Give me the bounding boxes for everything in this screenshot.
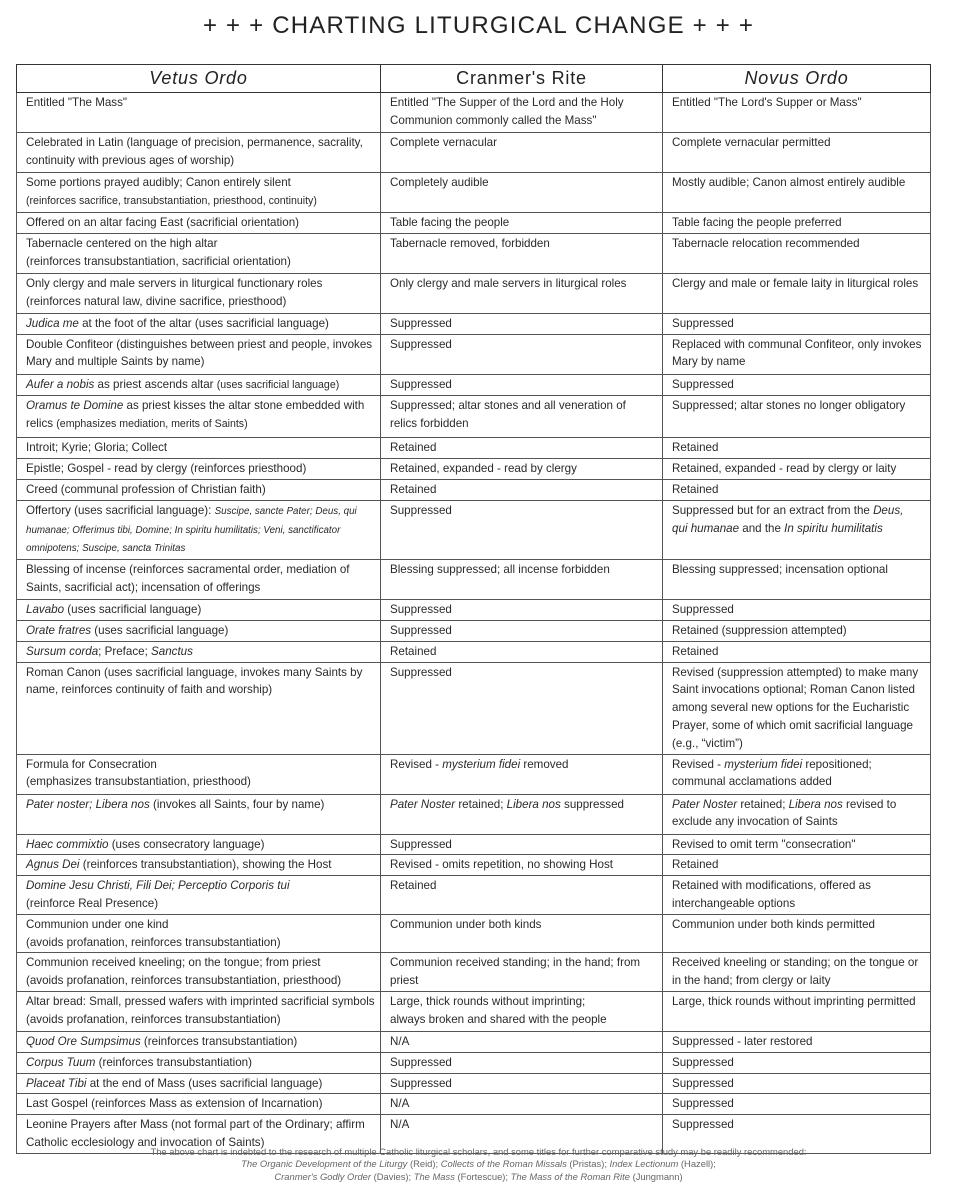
text-segment: Retained, expanded - read by clergy or laity	[672, 462, 897, 476]
comparison-table	[16, 64, 931, 1154]
cranmers-rite-cell	[381, 173, 663, 213]
text-segment: Suppressed	[390, 503, 452, 517]
column-header-cranmers-rite: Cranmer's Rite	[381, 65, 663, 93]
novus-ordo-cell	[663, 855, 931, 876]
column-header-vetus-ordo: Vetus Ordo	[17, 65, 381, 93]
italic-title-text: mysterium fidei	[724, 757, 803, 771]
novus-ordo-cell	[663, 374, 931, 396]
italic-title-text: Corpus Tuum	[26, 1055, 96, 1069]
table-row	[17, 1052, 931, 1073]
table-row	[17, 991, 931, 1031]
italic-title-text: Pater Noster	[672, 797, 738, 811]
text-segment: Blessing suppressed; incensation optional	[672, 563, 888, 577]
text-segment: retained;	[455, 797, 507, 811]
text-segment: and the	[739, 521, 785, 535]
table-row	[17, 855, 931, 876]
novus-ordo-cell	[663, 313, 931, 334]
text-segment: (uses consecratory language)	[108, 837, 265, 851]
vetus-ordo-cell	[17, 991, 381, 1031]
novus-ordo-cell	[663, 173, 931, 213]
text-segment: (Davies);	[371, 1170, 414, 1182]
italic-title-text: Libera nos	[788, 797, 843, 811]
italic-title-text: The Mass	[413, 1170, 455, 1182]
text-segment: Only clergy and male servers in liturgical roles	[390, 276, 627, 290]
cranmers-rite-cell	[381, 620, 663, 641]
novus-ordo-cell	[663, 600, 931, 621]
text-segment: Suppressed	[672, 1076, 734, 1090]
table-row	[17, 600, 931, 621]
text-segment: (invokes all Saints, four by name)	[149, 797, 325, 811]
footnote-references-line-2	[0, 1171, 957, 1183]
text-segment: Creed (communal profession of Christian faith)	[26, 482, 266, 496]
novus-ordo-cell	[663, 953, 931, 992]
italic-title-text: Placeat Tibi	[26, 1076, 87, 1090]
page-title: + + + CHARTING LITURGICAL CHANGE + + +	[202, 12, 755, 39]
cranmers-rite-cell	[381, 374, 663, 396]
vetus-ordo-cell	[17, 500, 381, 559]
text-segment: Roman Canon (uses sacrificial language, invokes many Saints by name, reinforces continuity of faith and worship)	[26, 665, 363, 697]
table-row	[17, 754, 931, 794]
cranmers-rite-cell	[381, 1052, 663, 1073]
text-segment: Retained	[672, 858, 719, 872]
vetus-ordo-cell	[17, 855, 381, 876]
text-segment: (uses sacrificial language)	[91, 623, 229, 637]
vetus-ordo-cell	[17, 662, 381, 754]
table-row	[17, 1031, 931, 1052]
text-segment: Retained	[672, 644, 719, 658]
text-segment: Table facing the people	[390, 216, 510, 229]
text-segment: repositioned; communal acclamations added	[672, 757, 872, 789]
text-segment: ; Preface;	[98, 644, 152, 658]
cranmers-rite-cell	[381, 479, 663, 500]
table-row	[17, 273, 931, 313]
cranmers-rite-cell	[381, 560, 663, 600]
text-segment: (Hazell);	[678, 1158, 716, 1170]
vetus-ordo-cell	[17, 834, 381, 855]
text-segment: Retained with modifications, offered as interchangeable options	[672, 879, 871, 910]
vetus-ordo-cell	[17, 1073, 381, 1094]
italic-title-text: Domine Jesu Christi, Fili Dei; Perceptio Corporis tui	[26, 879, 290, 893]
text-segment: Complete vernacular	[390, 136, 497, 149]
text-segment: Clergy and male or female laity in liturgical roles	[672, 276, 919, 290]
table-row	[17, 459, 931, 480]
cranmers-rite-cell	[381, 953, 663, 992]
table-row	[17, 914, 931, 953]
cranmers-rite-cell	[381, 213, 663, 234]
text-segment: Suppressed; altar stones no longer obligatory	[672, 399, 906, 413]
text-segment: Introit; Kyrie; Gloria; Collect	[26, 441, 168, 455]
italic-title-text: Libera nos	[506, 797, 561, 811]
text-segment: (Pristas);	[566, 1158, 610, 1170]
cranmers-rite-cell	[381, 313, 663, 334]
text-segment: Revised (suppression attempted) to make many Saint invocations optional; Roman Canon listed among several new options for the Eucharistic Prayer, some of which omit sacrificial language (e.g., “victim”)	[672, 665, 919, 750]
novus-ordo-cell	[663, 334, 931, 374]
novus-ordo-cell	[663, 500, 931, 559]
vetus-ordo-cell	[17, 459, 381, 480]
text-segment: Retained (suppression attempted)	[672, 623, 847, 637]
italic-title-text: Oramus te Domine	[26, 399, 124, 413]
text-segment: (reinforces transubstantiation)	[140, 1034, 298, 1048]
text-segment: Revised to omit term "consecration"	[672, 837, 856, 851]
novus-ordo-cell	[663, 133, 931, 173]
novus-ordo-cell	[663, 1094, 931, 1115]
text-segment: Revised - omits repetition, no showing Host	[390, 858, 613, 872]
text-segment: (Fortescue);	[454, 1170, 511, 1182]
italic-title-text: Judica me	[26, 316, 79, 330]
text-segment: (uses sacrificial language)	[64, 603, 202, 617]
vetus-ordo-cell	[17, 334, 381, 374]
table-row	[17, 876, 931, 915]
text-segment: Celebrated in Latin (language of precision, permanence, sacrality, continuity with previous ages of worship)	[26, 136, 363, 167]
vetus-ordo-cell	[17, 273, 381, 313]
cranmers-rite-cell	[381, 459, 663, 480]
text-segment: Retained	[672, 441, 719, 455]
novus-ordo-cell	[663, 754, 931, 794]
vetus-ordo-cell	[17, 754, 381, 794]
text-segment: Double Confiteor (distinguishes between priest and people, invokes Mary and multiple Saints by name)	[26, 337, 373, 369]
text-segment: (reinforces sacrifice, transubstantiation, priesthood, continuity)	[26, 194, 317, 207]
italic-title-text: Agnus Dei	[26, 858, 80, 872]
table-row	[17, 374, 931, 396]
table-row	[17, 396, 931, 438]
vetus-ordo-cell	[17, 313, 381, 334]
novus-ordo-cell	[663, 213, 931, 234]
text-segment: Suppressed	[672, 316, 734, 330]
text-segment: Suppressed	[390, 623, 452, 637]
cranmers-rite-cell	[381, 641, 663, 662]
text-segment: Suppressed	[390, 1076, 452, 1090]
cranmers-rite-cell	[381, 855, 663, 876]
text-segment: Offertory (uses sacrificial language):	[26, 503, 215, 517]
vetus-ordo-cell	[17, 560, 381, 600]
text-segment: Entitled "The Lord's Supper or Mass"	[672, 96, 862, 109]
text-segment: Large, thick rounds without imprinting; always broken and shared with the people	[390, 994, 607, 1026]
novus-ordo-cell	[663, 459, 931, 480]
table-row	[17, 438, 931, 459]
vetus-ordo-cell	[17, 794, 381, 834]
cranmers-rite-cell	[381, 914, 663, 953]
text-segment: as priest ascends altar	[94, 377, 217, 391]
table-row	[17, 560, 931, 600]
text-segment: Communion under both kinds permitted	[672, 917, 875, 931]
vetus-ordo-cell	[17, 213, 381, 234]
header-row	[17, 65, 931, 93]
column-header-novus-ordo: Novus Ordo	[663, 65, 931, 93]
vetus-ordo-cell	[17, 600, 381, 621]
italic-title-text: Collects of the Roman Missals	[440, 1158, 567, 1170]
text-segment: Suppressed	[390, 316, 452, 330]
text-segment: Suppressed	[672, 377, 734, 391]
novus-ordo-cell	[663, 438, 931, 459]
vetus-ordo-cell	[17, 620, 381, 641]
text-segment: Large, thick rounds without imprinting permitted	[672, 994, 916, 1008]
text-segment: Blessing suppressed; all incense forbidden	[390, 563, 610, 577]
text-segment: removed	[520, 757, 569, 771]
cranmers-rite-cell	[381, 794, 663, 834]
vetus-ordo-cell	[17, 173, 381, 213]
table-row	[17, 620, 931, 641]
vetus-ordo-cell	[17, 233, 381, 273]
novus-ordo-cell	[663, 641, 931, 662]
vetus-ordo-cell	[17, 133, 381, 173]
text-segment: Blessing of incense (reinforces sacramental order, mediation of Saints, sacrificial act); incensation of offerings	[26, 563, 350, 594]
text-segment: Suppressed - later restored	[672, 1034, 813, 1048]
text-segment: Suppressed	[390, 837, 452, 851]
text-segment: Altar bread: Small, pressed wafers with imprinted sacrificial symbols (avoids profanation, reinforces transubstantiation)	[26, 994, 375, 1026]
text-segment: Last Gospel (reinforces Mass as extension of Incarnation)	[26, 1097, 323, 1111]
cranmers-rite-cell	[381, 396, 663, 438]
text-segment: Suppressed	[390, 603, 452, 617]
footnote	[0, 1146, 957, 1183]
text-segment: Only clergy and male servers in liturgical functionary roles (reinforces natural law, divine sacrifice, priesthood)	[26, 276, 323, 308]
cranmers-rite-cell	[381, 1094, 663, 1115]
table-row	[17, 641, 931, 662]
novus-ordo-cell	[663, 834, 931, 855]
text-segment: Tabernacle centered on the high altar (reinforces transubstantiation, sacrificial orientation)	[26, 236, 291, 268]
novus-ordo-cell	[663, 876, 931, 915]
text-segment: Replaced with communal Confiteor, only invokes Mary by name	[672, 337, 922, 369]
text-segment: Revised -	[390, 757, 443, 771]
novus-ordo-cell	[663, 662, 931, 754]
cranmers-rite-cell	[381, 273, 663, 313]
cranmers-rite-cell	[381, 500, 663, 559]
novus-ordo-cell	[663, 620, 931, 641]
vetus-ordo-cell	[17, 641, 381, 662]
novus-ordo-cell	[663, 914, 931, 953]
table-row	[17, 500, 931, 559]
table-row	[17, 834, 931, 855]
italic-title-text: The Mass of the Roman Rite	[510, 1170, 630, 1182]
text-segment: Retained	[390, 482, 437, 496]
text-segment: (reinforces transubstantiation)	[95, 1055, 252, 1069]
text-segment: Suppressed	[672, 1118, 734, 1132]
text-segment: Retained	[390, 644, 437, 658]
italic-title-text: Cranmer's Godly Order	[274, 1170, 371, 1182]
italic-title-text: Sanctus	[151, 644, 193, 658]
text-segment: Entitled "The Supper of the Lord and the Holy Communion commonly called the Mass"	[390, 96, 624, 127]
text-segment: Suppressed	[390, 1055, 452, 1069]
text-segment: Communion under both kinds	[390, 917, 542, 931]
text-segment: Mostly audible; Canon almost entirely audible	[672, 176, 906, 189]
text-segment: Formula for Consecration (emphasizes transubstantiation, priesthood)	[26, 757, 251, 789]
novus-ordo-cell	[663, 396, 931, 438]
text-segment: Offered on an altar facing East (sacrificial orientation)	[26, 216, 300, 229]
text-segment: Complete vernacular permitted	[672, 136, 831, 149]
table-row	[17, 953, 931, 992]
text-segment: Received kneeling or standing; on the tongue or in the hand; from clergy or laity	[672, 956, 919, 988]
text-segment: Suppressed but for an extract from the	[672, 503, 874, 517]
table-row	[17, 1073, 931, 1094]
italic-title-text: In spiritu humilitatis	[784, 521, 883, 535]
novus-ordo-cell	[663, 479, 931, 500]
footnote-intro: The above chart is indebted to the research of multiple Catholic liturgical scholars, and some titles for further comparative study may be readily recommended:	[150, 1146, 807, 1157]
table-row	[17, 233, 931, 273]
text-segment: Epistle; Gospel - read by clergy (reinforces priesthood)	[26, 462, 307, 476]
text-segment: N/A	[390, 1034, 410, 1048]
table-row	[17, 1094, 931, 1115]
italic-title-text: Lavabo	[26, 603, 65, 617]
italic-title-text: Index Lectionum	[609, 1158, 679, 1170]
text-segment: Communion received kneeling; on the tongue; from priest (avoids profanation, reinforces transubstantiation, priesthood)	[26, 956, 342, 988]
novus-ordo-cell	[663, 560, 931, 600]
vetus-ordo-cell	[17, 396, 381, 438]
text-segment: (uses sacrificial language)	[216, 378, 340, 391]
text-segment: Suppressed	[672, 1055, 734, 1069]
novus-ordo-cell	[663, 1031, 931, 1052]
cranmers-rite-cell	[381, 754, 663, 794]
vetus-ordo-cell	[17, 1052, 381, 1073]
text-segment: (reinforces transubstantiation), showing the Host	[79, 858, 332, 872]
text-segment: Retained, expanded - read by clergy	[390, 462, 577, 476]
italic-title-text: Suscipe, sancte Pater; Deus, qui humanae; Offerimus tibi, Domine; In spiritu humilitatis; Veni, sanctificator omnipotens; Suscipe, sancta Trinitas	[26, 505, 357, 555]
text-segment: revised to exclude any invocation of Saints	[672, 797, 897, 829]
text-segment: Suppressed	[390, 337, 452, 351]
novus-ordo-cell	[663, 273, 931, 313]
italic-title-text: Orate fratres	[26, 623, 92, 637]
vetus-ordo-cell	[17, 1094, 381, 1115]
novus-ordo-cell	[663, 991, 931, 1031]
cranmers-rite-cell	[381, 662, 663, 754]
text-segment: Communion received standing; in the hand; from priest	[390, 956, 641, 988]
cranmers-rite-cell	[381, 1073, 663, 1094]
vetus-ordo-cell	[17, 374, 381, 396]
text-segment: N/A	[390, 1118, 410, 1132]
text-segment: Suppressed	[672, 603, 734, 617]
cranmers-rite-cell	[381, 600, 663, 621]
text-segment: Table facing the people preferred	[672, 216, 842, 229]
cranmers-rite-cell	[381, 876, 663, 915]
text-segment: Retained	[390, 879, 437, 893]
text-segment: retained;	[737, 797, 789, 811]
text-segment: Communion under one kind (avoids profanation, reinforces transubstantiation)	[26, 917, 281, 949]
footnote-references-line-1	[0, 1158, 957, 1170]
italic-title-text: mysterium fidei	[442, 757, 521, 771]
text-segment: Some portions prayed audibly; Canon entirely silent	[26, 176, 291, 189]
italic-title-text: Aufer a nobis	[26, 377, 95, 391]
text-segment: Suppressed	[390, 665, 452, 679]
text-segment: Suppressed; altar stones and all veneration of relics forbidden	[390, 399, 626, 431]
italic-title-text: Sursum corda	[26, 644, 99, 658]
cranmers-rite-cell	[381, 233, 663, 273]
table-row	[17, 213, 931, 234]
table-row	[17, 133, 931, 173]
table-body	[17, 93, 931, 1154]
text-segment: Suppressed	[672, 1097, 734, 1111]
table-row	[17, 313, 931, 334]
text-segment: Tabernacle relocation recommended	[672, 236, 860, 250]
table-row	[17, 93, 931, 133]
text-segment: as priest kisses the altar stone embedded with relics	[26, 399, 365, 431]
text-segment: (Reid);	[407, 1158, 441, 1170]
text-segment: Retained	[672, 482, 719, 496]
italic-title-text: Pater Noster	[390, 797, 456, 811]
vetus-ordo-cell	[17, 876, 381, 915]
italic-title-text: The Organic Development of the Liturgy	[241, 1158, 408, 1170]
text-segment: at the end of Mass (uses sacrificial language)	[86, 1076, 323, 1090]
novus-ordo-cell	[663, 93, 931, 133]
cranmers-rite-cell	[381, 438, 663, 459]
text-segment: at the foot of the altar (uses sacrificial language)	[78, 316, 329, 330]
italic-title-text: Haec commixtio	[26, 837, 109, 851]
vetus-ordo-cell	[17, 438, 381, 459]
table-row	[17, 173, 931, 213]
cranmers-rite-cell	[381, 334, 663, 374]
cranmers-rite-cell	[381, 834, 663, 855]
table-row	[17, 662, 931, 754]
text-segment: Completely audible	[390, 176, 489, 189]
text-segment: suppressed	[560, 797, 624, 811]
text-segment: (reinforce Real Presence)	[26, 896, 159, 910]
text-segment: Entitled "The Mass"	[26, 96, 128, 109]
cranmers-rite-cell	[381, 991, 663, 1031]
table-row	[17, 794, 931, 834]
text-segment: Suppressed	[390, 377, 452, 391]
italic-title-text: Quod Ore Sumpsimus	[26, 1034, 141, 1048]
cranmers-rite-cell	[381, 93, 663, 133]
text-segment: (emphasizes mediation, merits of Saints)	[56, 418, 248, 431]
novus-ordo-cell	[663, 233, 931, 273]
vetus-ordo-cell	[17, 479, 381, 500]
table-row	[17, 479, 931, 500]
vetus-ordo-cell	[17, 93, 381, 133]
novus-ordo-cell	[663, 1073, 931, 1094]
text-segment: N/A	[390, 1097, 410, 1111]
text-segment: Tabernacle removed, forbidden	[390, 236, 550, 250]
text-segment: Leonine Prayers after Mass (not formal part of the Ordinary; affirm Catholic ecclesiology and invocation of Saints)	[26, 1118, 365, 1149]
italic-title-text: Pater noster; Libera nos	[26, 797, 150, 811]
novus-ordo-cell	[663, 1052, 931, 1073]
vetus-ordo-cell	[17, 1031, 381, 1052]
vetus-ordo-cell	[17, 914, 381, 953]
table-row	[17, 334, 931, 374]
cranmers-rite-cell	[381, 133, 663, 173]
cranmers-rite-cell	[381, 1031, 663, 1052]
text-segment: Retained	[390, 441, 437, 455]
italic-title-text: Deus, qui humanae	[672, 503, 904, 535]
vetus-ordo-cell	[17, 953, 381, 992]
text-segment: (Jungmann)	[629, 1170, 683, 1182]
text-segment: Revised -	[672, 757, 725, 771]
novus-ordo-cell	[663, 794, 931, 834]
